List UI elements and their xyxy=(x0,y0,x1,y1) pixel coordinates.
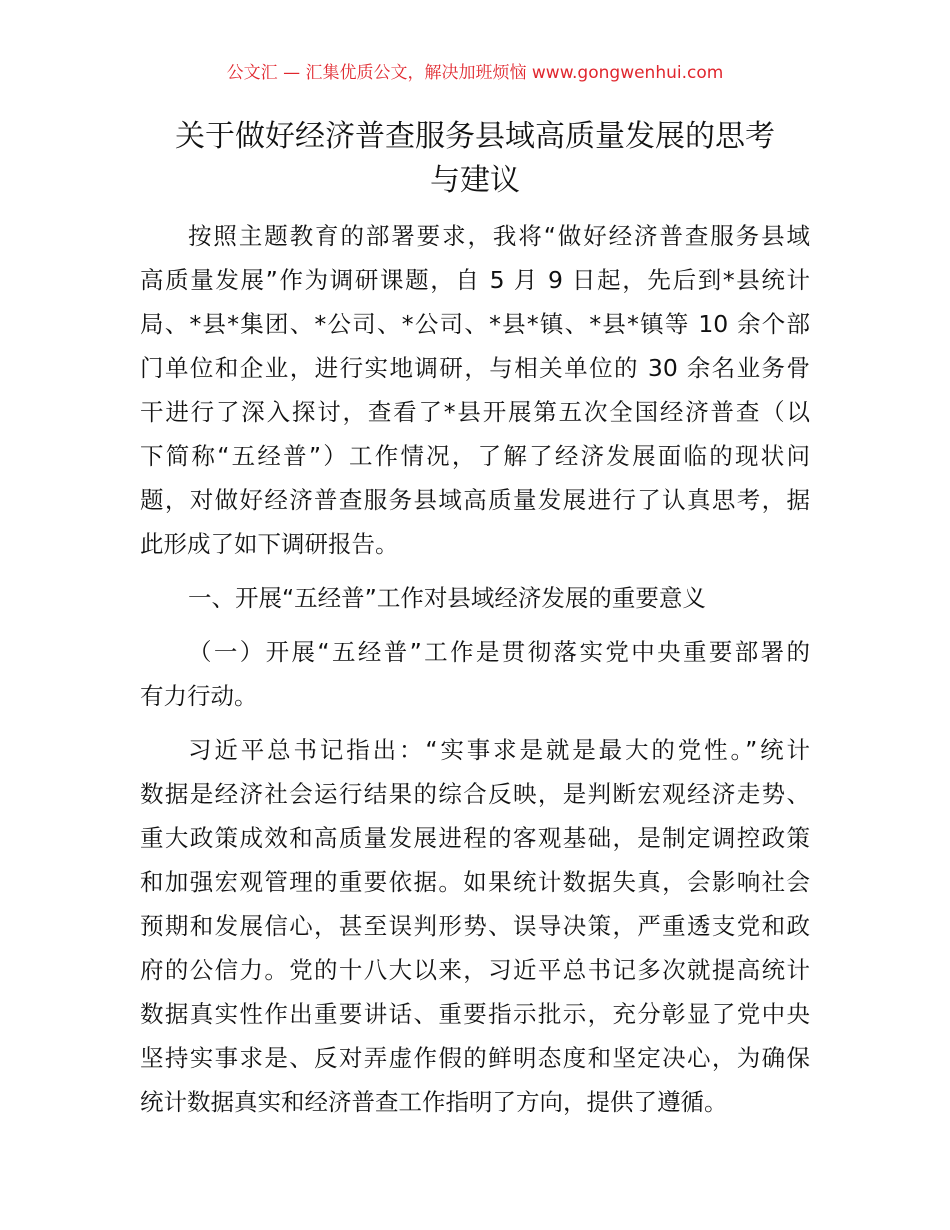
text-line: 按照主题教育的部署要求，我将“做好经济普查服务县域 xyxy=(188,222,810,250)
text-line: 有力行动。 xyxy=(140,682,258,710)
text-line: 此形成了如下调研报告。 xyxy=(140,530,399,558)
text-line: 门单位和企业，进行实地调研，与相关单位的 30 余名业务骨 xyxy=(140,354,810,382)
text-line: 一、开展“五经普”工作对县域经济发展的重要意义 xyxy=(188,584,706,612)
text-line: 局、*县*集团、*公司、*公司、*县*镇、*县*镇等 10 余个部 xyxy=(140,310,810,338)
title-line: 关于做好经济普查服务县域高质量发展的思考 xyxy=(175,119,775,154)
text-line: 干进行了深入探讨，查看了*县开展第五次全国经济普查（以 xyxy=(140,398,810,426)
text-line: 数据是经济社会运行结果的综合反映，是判断宏观经济走势、 xyxy=(140,780,810,808)
document-body xyxy=(140,214,810,1134)
text-line: （一）开展“五经普”工作是贯彻落实党中央重要部署的 xyxy=(188,638,810,666)
section-heading xyxy=(140,576,810,620)
text-line: 预期和发展信心，甚至误判形势、误导决策，严重透支党和政 xyxy=(140,912,810,940)
paragraph xyxy=(140,728,810,1124)
text-line: 题，对做好经济普查服务县域高质量发展进行了认真思考，据 xyxy=(140,486,810,514)
watermark-header: 公文汇 — 汇集优质公文，解决加班烦恼 www.gongwenhui.com xyxy=(226,63,724,83)
text-line: 高质量发展”作为调研课题，自 5 月 9 日起，先后到*县统计 xyxy=(140,266,810,294)
text-line: 统计数据真实和经济普查工作指明了方向，提供了遵循。 xyxy=(140,1088,728,1116)
text-line: 习近平总书记指出：“实事求是就是最大的党性。”统计 xyxy=(188,736,810,764)
text-line: 坚持实事求是、反对弄虚作假的鲜明态度和坚定决心，为确保 xyxy=(140,1044,810,1072)
text-line: 数据真实性作出重要讲话、重要指示批示，充分彰显了党中央 xyxy=(140,1000,810,1028)
text-line: 下简称“五经普”）工作情况，了解了经济发展面临的现状问 xyxy=(140,442,810,470)
text-line: 重大政策成效和高质量发展进程的客观基础，是制定调控政策 xyxy=(140,824,810,852)
title-line: 与建议 xyxy=(430,163,520,198)
paragraph xyxy=(140,214,810,566)
subsection-heading xyxy=(140,630,810,718)
document-title xyxy=(140,115,810,203)
text-line: 和加强宏观管理的重要依据。如果统计数据失真，会影响社会 xyxy=(140,868,810,896)
text-line: 府的公信力。党的十八大以来，习近平总书记多次就提高统计 xyxy=(140,956,810,984)
